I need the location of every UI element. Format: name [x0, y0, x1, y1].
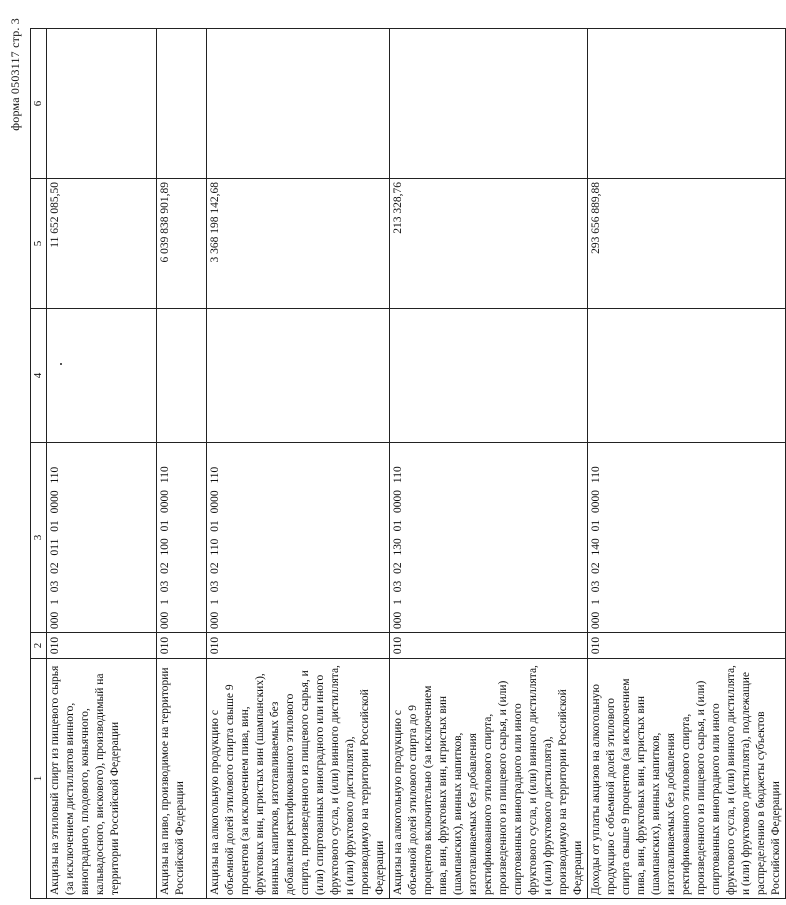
- row-amount: 293 656 889,88: [588, 179, 786, 309]
- row-budget-code: 000 1 03 02 140 01 0000 110: [588, 443, 786, 633]
- row-line-code: 010: [588, 633, 786, 659]
- table-row: [157, 29, 207, 899]
- form-label: форма 0503117 стр. 3: [8, 18, 22, 131]
- table-row: [47, 29, 157, 899]
- row-col4: [588, 309, 786, 443]
- header-col-1: 1: [31, 659, 47, 899]
- row-amount: 3 368 198 142,68: [207, 179, 390, 309]
- row-budget-code: 000 1 03 02 011 01 0000 110: [47, 443, 157, 633]
- row-col4: [207, 309, 390, 443]
- row-name: Акцизы на этиловый спирт из пищевого сырья (за исключением дистиллятов винного, виноградного, плодового, коньячного, кальвадосного, вискового), производимый на территории Российской Федерации: [47, 659, 157, 899]
- header-col-2: 2: [31, 633, 47, 659]
- header-col-6: 6: [31, 29, 47, 179]
- header-col-3: 3: [31, 443, 47, 633]
- row-line-code: 010: [157, 633, 207, 659]
- row-col6: [207, 29, 390, 179]
- row-name: Доходы от уплаты акцизов на алкогольную продукцию с объемной долей этилового спирта свыше 9 процентов (за исключением пива, вин, фруктовых вин, игристых вин (шампанских), винных напитков, изготавливаемых без добавления ректификованного этилового спирта, произведенного из пищевого сырья, и (или) спиртованных виноградного или иного фруктового сусла, и (или) винного дистиллята, и (или) фруктового дистиллята), подлежащие распределению в бюджеты субъектов Российской Федерации: [588, 659, 786, 899]
- row-col6: [157, 29, 207, 179]
- row-col4: [390, 309, 588, 443]
- table-row: [207, 29, 390, 899]
- row-name: Акцизы на алкогольную продукцию с объемной долей этилового спирта до 9 процентов включительно (за исключением пива, вин, фруктовых вин, игристых вин (шампанских), винных напитков, изготавливаемых без добавления ректификованного этилового спирта, произведенного из пищевого сырья, и (или) спиртованных виноградного или иного фруктового сусла, и (или) винного дистиллята, и (или) фруктового дистиллята), производимую на территории Российской Федерации: [390, 659, 588, 899]
- row-budget-code: 000 1 03 02 130 01 0000 110: [390, 443, 588, 633]
- row-name: Акцизы на алкогольную продукцию с объемной долей этилового спирта свыше 9 процентов (за исключением пива, вин, фруктовых вин, игристых вин (шампанских), винных напитков, изготавливаемых без добавления ректификованного этилового спирта, произведенного из пищевого сырья, и (или) спиртованных виноградного или иного фруктового сусла, и (или) винного дистиллята, и (или) фруктового дистиллята), производимую на территории Российской Федерации: [207, 659, 390, 899]
- header-col-5: 5: [31, 179, 47, 309]
- header-row: [31, 29, 47, 899]
- row-name: Акцизы на пиво, производимое на территории Российской Федерации: [157, 659, 207, 899]
- row-budget-code: 000 1 03 02 100 01 0000 110: [157, 443, 207, 633]
- row-line-code: 010: [390, 633, 588, 659]
- row-amount: 213 328,76: [390, 179, 588, 309]
- row-col4: [47, 309, 157, 443]
- table-row: [390, 29, 588, 899]
- scan-speck: [60, 363, 62, 365]
- row-amount: 11 652 085,50: [47, 179, 157, 309]
- row-line-code: 010: [47, 633, 157, 659]
- row-amount: 6 039 838 901,89: [157, 179, 207, 309]
- header-col-4: 4: [31, 309, 47, 443]
- revenue-table: [30, 28, 786, 899]
- row-budget-code: 000 1 03 02 110 01 0000 110: [207, 443, 390, 633]
- row-col6: [390, 29, 588, 179]
- table-row: [588, 29, 786, 899]
- row-col4: [157, 309, 207, 443]
- row-col6: [588, 29, 786, 179]
- row-line-code: 010: [207, 633, 390, 659]
- row-col6: [47, 29, 157, 179]
